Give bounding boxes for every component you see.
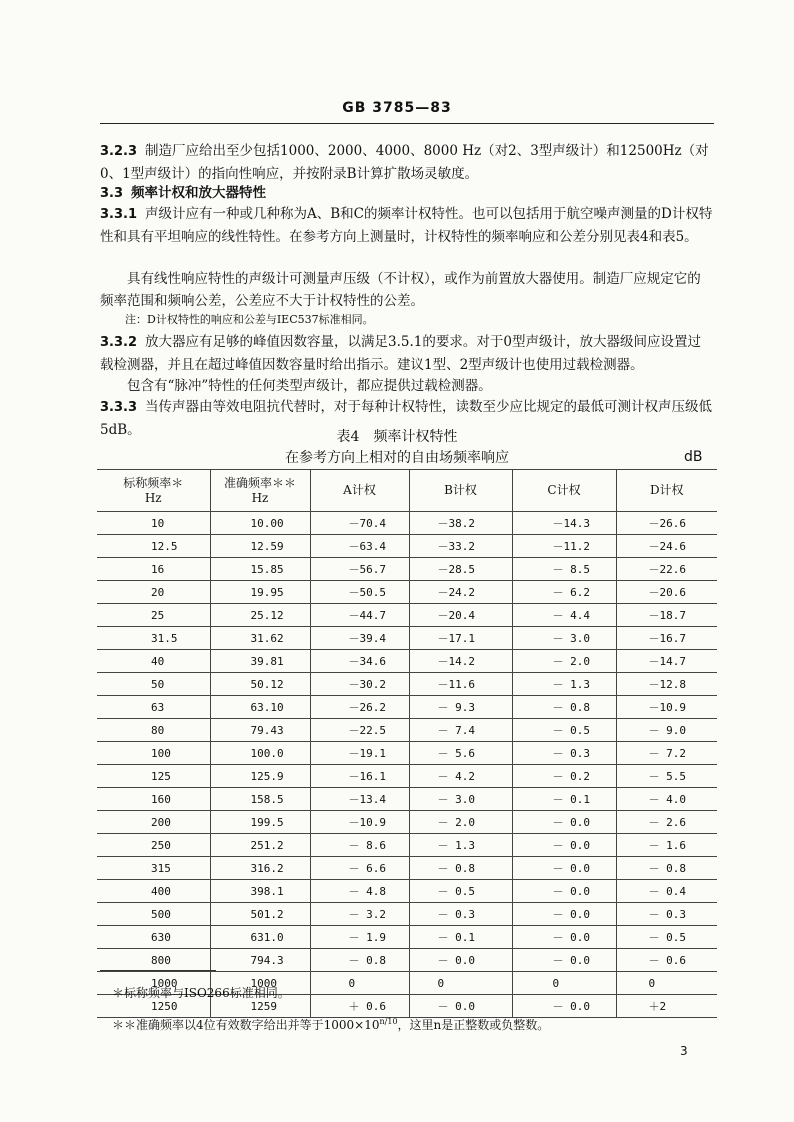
document-header: GB 3785—83: [342, 100, 452, 116]
table-cell: －12.8: [616, 673, 717, 696]
table-row: [97, 857, 717, 880]
table-cell: － 1.6: [616, 834, 717, 857]
column-header-label: B计权: [444, 483, 477, 497]
table-cell: 501.2: [210, 903, 310, 926]
table-cell: 125: [97, 765, 210, 788]
table-title: 表4 频率计权特性: [336, 429, 458, 445]
table-row: [97, 742, 717, 765]
table-cell: 12.5: [97, 535, 210, 558]
clause-number: 3.2.3: [100, 144, 138, 159]
table-cell: －56.7: [310, 558, 409, 581]
table-cell: － 7.2: [616, 742, 717, 765]
table-cell: － 5.6: [409, 742, 512, 765]
paragraph-3-3-1-b: 具有线性响应特性的声级计可测量声压级（不计权），或作为前置放大器使用。制造厂应规定它的频率范围和频响公差，公差应不大于计权特性的公差。: [100, 271, 701, 309]
table-cell: － 0.8: [616, 857, 717, 880]
table-cell: 400: [97, 880, 210, 903]
table-cell: －22.5: [310, 719, 409, 742]
table-cell: －14.2: [409, 650, 512, 673]
footnote-2-text: ＊＊准确频率以4位有效数字给出并等于1000×10: [112, 1018, 380, 1032]
clause-text: 放大器应有足够的峰值因数容量，以满足3.5.1的要求。对于0型声级计，放大器级间应设置过载检测器，并且在超过峰值因数容量时给出指示。建议1型、2型声级计也使用过载检测器。: [100, 334, 701, 373]
table-cell: － 0.4: [616, 880, 717, 903]
column-header-label: 准确频率＊＊: [223, 475, 296, 490]
column-header-label: D计权: [649, 483, 684, 497]
table-cell: 316.2: [210, 857, 310, 880]
table-cell: － 0.8: [310, 949, 409, 972]
table-cell: －24.2: [409, 581, 512, 604]
table-cell: － 0.0: [409, 995, 512, 1018]
footnote-2-exponent: n/10: [379, 1017, 398, 1026]
table-cell: － 4.4: [512, 604, 616, 627]
table-cell: 63: [97, 696, 210, 719]
table-header-row: [97, 470, 717, 512]
table-cell: 25.12: [210, 604, 310, 627]
table-cell: 31.5: [97, 627, 210, 650]
table-cell: － 0.0: [512, 949, 616, 972]
table-cell: － 0.3: [409, 903, 512, 926]
table-cell: 15.85: [210, 558, 310, 581]
table-body: [97, 512, 717, 1018]
table-cell: 16: [97, 558, 210, 581]
table-cell: －18.7: [616, 604, 717, 627]
table-cell: － 6.6: [310, 857, 409, 880]
table-cell: － 0.3: [616, 903, 717, 926]
table-cell: － 4.0: [616, 788, 717, 811]
table-cell: 0: [409, 972, 512, 995]
table-row: [97, 673, 717, 696]
table-row: [97, 926, 717, 949]
table-cell: ＋ 0.6: [310, 995, 409, 1018]
table-cell: －13.4: [310, 788, 409, 811]
table-cell: 40: [97, 650, 210, 673]
table-cell: －11.6: [409, 673, 512, 696]
table-row: [97, 627, 717, 650]
column-header: [210, 470, 310, 512]
table-row: [97, 903, 717, 926]
column-header-unit: Hz: [251, 490, 269, 505]
table-cell: －20.4: [409, 604, 512, 627]
table-cell: －38.2: [409, 512, 512, 535]
table-subtitle: 在参考方向上相对的自由场频率响应: [285, 450, 509, 466]
table-cell: － 7.4: [409, 719, 512, 742]
column-header-unit: Hz: [144, 490, 162, 505]
table-cell: 25: [97, 604, 210, 627]
table-cell: － 1.9: [310, 926, 409, 949]
table-cell: 500: [97, 903, 210, 926]
table-cell: 315: [97, 857, 210, 880]
table-cell: － 9.0: [616, 719, 717, 742]
table-cell: － 3.0: [409, 788, 512, 811]
table-cell: －10.9: [616, 696, 717, 719]
table-cell: － 0.5: [409, 880, 512, 903]
section-heading-3-3: [100, 182, 714, 205]
column-header: [310, 470, 409, 512]
table-cell: － 0.0: [512, 880, 616, 903]
table-row: [97, 558, 717, 581]
table-cell: － 0.0: [512, 834, 616, 857]
table-unit: dB: [684, 449, 703, 465]
table-cell: － 0.1: [512, 788, 616, 811]
table-cell: 79.43: [210, 719, 310, 742]
table-cell: －39.4: [310, 627, 409, 650]
table-cell: － 9.3: [409, 696, 512, 719]
column-header-label: A计权: [343, 483, 376, 497]
footnote-1: ＊标称频率与ISO266标准相同。: [112, 986, 290, 1000]
table-cell: 630: [97, 926, 210, 949]
table-cell: －26.6: [616, 512, 717, 535]
table-cell: 80: [97, 719, 210, 742]
table-row: [97, 696, 717, 719]
table-cell: 631.0: [210, 926, 310, 949]
paragraph-3-3-1: [100, 203, 714, 248]
table-cell: － 0.0: [512, 995, 616, 1018]
table-cell: 31.62: [210, 627, 310, 650]
table-cell: －44.7: [310, 604, 409, 627]
table-cell: 19.95: [210, 581, 310, 604]
table-row: [97, 604, 717, 627]
table-cell: － 8.5: [512, 558, 616, 581]
table-row: [97, 535, 717, 558]
clause-text: 制造厂应给出至少包括1000、2000、4000、8000 Hz（对2、3型声级计）和12500Hz（对0、1型声级计）的指向性响应，并按附录B计算扩散场灵敏度。: [100, 143, 709, 182]
table-cell: － 0.0: [512, 857, 616, 880]
table-cell: ＋2: [616, 995, 717, 1018]
table-cell: 800: [97, 949, 210, 972]
table-cell: 251.2: [210, 834, 310, 857]
footnote-rule: [100, 970, 216, 971]
table-cell: －16.1: [310, 765, 409, 788]
table-cell: －63.4: [310, 535, 409, 558]
table-cell: － 0.6: [616, 949, 717, 972]
table-cell: 10.00: [210, 512, 310, 535]
table-cell: 794.3: [210, 949, 310, 972]
table-cell: －17.1: [409, 627, 512, 650]
table-cell: －30.2: [310, 673, 409, 696]
table-cell: － 0.5: [616, 926, 717, 949]
paragraph-3-3-2: [100, 331, 714, 376]
table-cell: －28.5: [409, 558, 512, 581]
table-cell: 50: [97, 673, 210, 696]
table-cell: －26.2: [310, 696, 409, 719]
table-row: [97, 788, 717, 811]
table-cell: － 3.0: [512, 627, 616, 650]
page-number: 3: [680, 1044, 688, 1058]
table-cell: － 0.8: [409, 857, 512, 880]
table-cell: － 1.3: [512, 673, 616, 696]
table-cell: 200: [97, 811, 210, 834]
header-rule: [100, 123, 714, 124]
table-cell: － 0.3: [512, 742, 616, 765]
table-cell: 398.1: [210, 880, 310, 903]
table-cell: 1250: [97, 995, 210, 1018]
column-header: [616, 470, 717, 512]
column-header: [97, 470, 210, 512]
table-cell: － 0.0: [409, 949, 512, 972]
table-cell: － 0.0: [512, 811, 616, 834]
table-cell: 100.0: [210, 742, 310, 765]
table-cell: 100: [97, 742, 210, 765]
section-number: 3.3: [100, 186, 124, 201]
table-cell: －20.6: [616, 581, 717, 604]
table-cell: －14.7: [616, 650, 717, 673]
table-cell: －70.4: [310, 512, 409, 535]
table-cell: －33.2: [409, 535, 512, 558]
table-cell: 12.59: [210, 535, 310, 558]
table-cell: －22.6: [616, 558, 717, 581]
table-cell: － 5.5: [616, 765, 717, 788]
table-row: [97, 880, 717, 903]
table-cell: －24.6: [616, 535, 717, 558]
column-header: [512, 470, 616, 512]
table-cell: －34.6: [310, 650, 409, 673]
table-row: [97, 719, 717, 742]
table-cell: － 4.8: [310, 880, 409, 903]
table-row: [97, 949, 717, 972]
column-header-label: C计权: [547, 483, 581, 497]
table-row: [97, 811, 717, 834]
table-cell: －16.7: [616, 627, 717, 650]
table-cell: － 1.3: [409, 834, 512, 857]
section-title: 频率计权和放大器特性: [131, 185, 267, 201]
table-cell: －19.1: [310, 742, 409, 765]
frequency-weighting-table: [97, 469, 717, 1018]
footnote-2-tail: ，这里n是正整数或负整数。: [397, 1018, 550, 1032]
table-cell: 0: [616, 972, 717, 995]
table-cell: － 6.2: [512, 581, 616, 604]
table-cell: － 3.2: [310, 903, 409, 926]
table-cell: － 0.8: [512, 696, 616, 719]
table-cell: － 0.1: [409, 926, 512, 949]
table-cell: 199.5: [210, 811, 310, 834]
table-cell: 20: [97, 581, 210, 604]
table-row: [97, 834, 717, 857]
clause-number: 3.3.1: [100, 207, 138, 222]
table-cell: 160: [97, 788, 210, 811]
table-row: [97, 581, 717, 604]
clause-text: 声级计应有一种或几种称为A、B和C的频率计权特性。也可以包括用于航空噪声测量的D计权特性和具有平坦响应的线性特性。在参考方向上测量时，计权特性的频率响应和公差分别见表4和表5。: [100, 206, 713, 245]
table-cell: － 2.6: [616, 811, 717, 834]
clause-text: 当传声器由等效电阻抗代替时，对于每种计权特性，读数至少应比规定的最低可测计权声压级低5dB。: [100, 399, 713, 438]
table-cell: 10: [97, 512, 210, 535]
table-cell: － 2.0: [409, 811, 512, 834]
table-row: [97, 765, 717, 788]
table-cell: 125.9: [210, 765, 310, 788]
footnote-2: [112, 1016, 549, 1033]
table-cell: －50.5: [310, 581, 409, 604]
table-cell: 1000: [210, 972, 310, 995]
table-cell: － 0.2: [512, 765, 616, 788]
table-cell: － 4.2: [409, 765, 512, 788]
table-cell: －14.3: [512, 512, 616, 535]
column-header-label: 标称频率＊: [123, 475, 184, 490]
table-row: [97, 512, 717, 535]
table-cell: － 2.0: [512, 650, 616, 673]
table-cell: 158.5: [210, 788, 310, 811]
table-cell: 250: [97, 834, 210, 857]
paragraph-3-3-2-b: 包含有“脉冲”特性的任何类型声级计，都应提供过载检测器。: [127, 378, 492, 394]
paragraph-3-2-3: [100, 140, 714, 185]
table-cell: 39.81: [210, 650, 310, 673]
column-header: [409, 470, 512, 512]
note-d-weighting: 注：D计权特性的响应和公差与IEC537标准相同。: [125, 313, 374, 326]
clause-number: 3.3.3: [100, 400, 138, 415]
table-cell: － 0.0: [512, 926, 616, 949]
table-cell: － 8.6: [310, 834, 409, 857]
table-cell: 0: [310, 972, 409, 995]
table-cell: 0: [512, 972, 616, 995]
table-cell: 1000: [97, 972, 210, 995]
table-cell: 63.10: [210, 696, 310, 719]
table-cell: － 0.0: [512, 903, 616, 926]
table-cell: － 0.5: [512, 719, 616, 742]
table-row: [97, 650, 717, 673]
clause-number: 3.3.2: [100, 335, 138, 350]
table-cell: －10.9: [310, 811, 409, 834]
table-cell: 1259: [210, 995, 310, 1018]
table-cell: 50.12: [210, 673, 310, 696]
table-cell: －11.2: [512, 535, 616, 558]
